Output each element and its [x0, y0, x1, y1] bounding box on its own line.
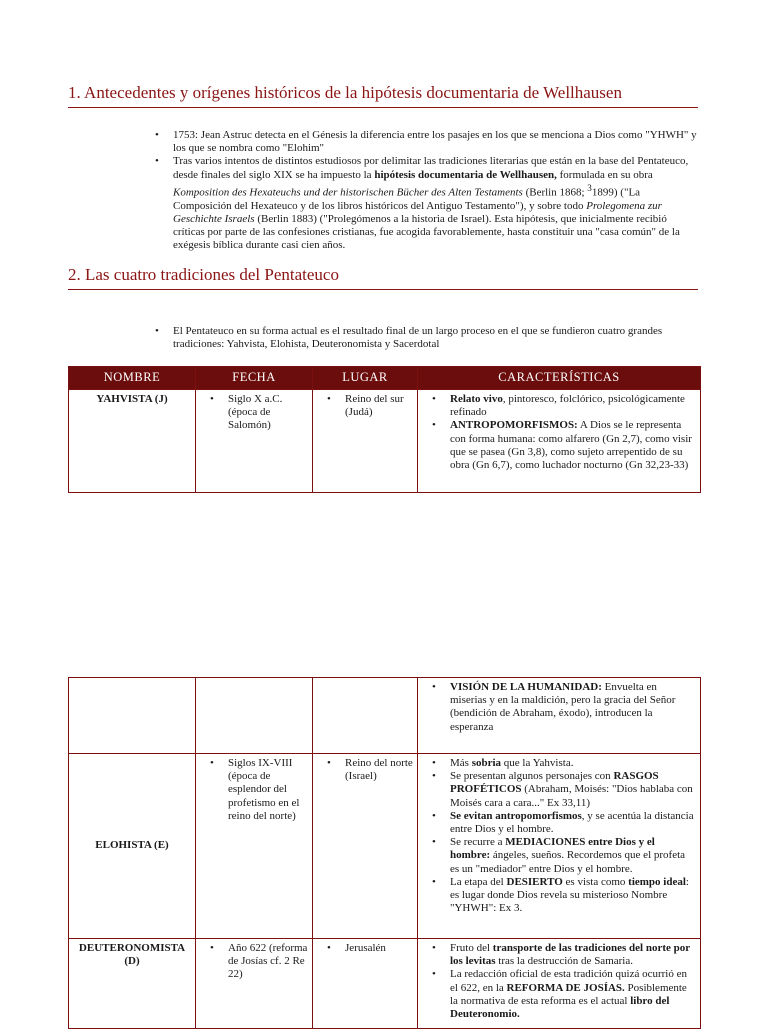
feature-text: Envuelta en miserias y en la maldición, pero la gracia del Señor (bendición de Abraham, éxodo), introducen la esperanza: [450, 681, 676, 733]
bullet-text: (Berlin 1868;: [522, 186, 588, 199]
bold-text: Relato vivo: [450, 393, 503, 405]
feature-text: La redacción oficial de esta tradición quizá ocurrió en el 622, en la: [450, 968, 687, 994]
table-row: [69, 390, 701, 493]
bullet-text: formulada en su obra: [556, 168, 653, 181]
traditions-table: [68, 366, 701, 493]
list-item: • Reino del norte (Israel): [327, 757, 413, 783]
list-item: [432, 942, 696, 968]
section-2-heading: 2. Las cuatro tradiciones del Pentateuco: [68, 265, 698, 290]
bold-text: RASGOS PROFÉTICOS: [450, 770, 659, 796]
feature-text: , y se acentúa la distancia entre Dios y el hombre.: [450, 809, 694, 836]
elohista-features-cell: [418, 754, 701, 939]
yahvista-date-cell: [196, 390, 313, 493]
bold-text: ANTROPOMORFISMOS:: [450, 419, 578, 432]
elohista-date-cell: [196, 754, 313, 939]
list-item: [432, 810, 696, 836]
deuteronomista-place-cell: [313, 939, 418, 1029]
column-header-nombre: NOMBRE: [69, 367, 196, 390]
yahvista-name-cell: YAHVISTA (J): [69, 390, 196, 493]
bullet-text: (Berlin 1883) ("Prolegómenos a la historia de Israel). Esta hipótesis, que inicialmente recibió críticas por parte de las confesiones cristianas, fue acogida favorablemente, hasta constituir una "casa común" de la exégesis bíblica durante casi cien años.: [173, 212, 680, 252]
bold-text: transporte de las tradiciones del norte por los levitas: [450, 942, 690, 968]
list-item: [432, 770, 696, 810]
bold-text: MEDIACIONES entre Dios y el hombre:: [450, 836, 655, 862]
elohista-name-cell: ELOHISTA (E): [69, 754, 196, 939]
empty-cell: [69, 678, 196, 754]
bullet-text: Tras varios intentos de distintos estudiosos por delimitar las tradiciones literarias que están en la base del Pentateuco, desde finales del siglo XIX se ha impuesto la: [173, 155, 689, 181]
book-title: Prolegomena zur Geschichte Israels: [173, 199, 662, 225]
bold-text: sobria: [471, 757, 502, 769]
column-header-fecha: FECHA: [196, 367, 313, 390]
bold-text: VISIÓN DE LA HUMANIDAD:: [450, 681, 602, 693]
deuteronomista-name-cell: DEUTERONOMISTA (D): [69, 939, 196, 1029]
table-header-row: [69, 367, 701, 390]
list-item: [155, 325, 700, 351]
list-item: • Siglo X a.C. (época de Salomón): [210, 393, 308, 433]
column-header-lugar: LUGAR: [313, 367, 418, 390]
feature-text: (Abraham, Moisés: "Dios hablaba con Moisés cara a cara..." Ex 33,11): [450, 783, 693, 809]
list-item: [155, 155, 700, 252]
list-item: [432, 836, 696, 876]
bullet-text: 1753: Jean Astruc detecta en el Génesis la diferencia entre los pasajes en los que se menciona a Dios como "YHWH" y los que se nombra como "Elohim": [173, 129, 697, 155]
feature-text: Más: [450, 757, 472, 769]
deuteronomista-date-cell: [196, 939, 313, 1029]
table-row: [69, 754, 701, 939]
feature-text: , pintoresco, folclórico, psicológicamente refinado: [450, 393, 685, 419]
table-row: [69, 939, 701, 1029]
bold-text: REFORMA DE JOSÍAS.: [506, 981, 625, 994]
feature-text: que la Yahvista.: [501, 757, 574, 769]
list-item: [432, 393, 696, 419]
empty-cell: [196, 678, 313, 754]
elohista-place-cell: [313, 754, 418, 939]
book-title: Komposition des Hexateuchs und der historischen Bücher des Alten Testaments: [173, 186, 523, 199]
pentateuco-bullet-list: [155, 325, 700, 351]
traditions-table-continued: [68, 677, 701, 1029]
list-item: [155, 129, 700, 155]
column-header-caracteristicas: CARACTERÍSTICAS: [418, 367, 701, 390]
feature-text: tras la destrucción de Samaria.: [495, 955, 633, 968]
list-item: [432, 419, 696, 472]
feature-text: : es lugar donde Dios revela su misterioso Nombre "YHWH": Ex 3.: [450, 875, 689, 915]
list-item: • Reino del sur (Judá): [327, 393, 413, 419]
list-item: [432, 876, 696, 916]
feature-text: Fruto del: [450, 942, 493, 954]
feature-text: A Dios se le representa con forma humana: como alfarero (Gn 2,7), como visir que se pasea (Gn 3,8), como sujeto arrepentido de su obra (Gn 6,7), como luchador nocturno (Gn 32,23-33): [450, 419, 692, 472]
feature-text: Se presentan algunos personajes con: [450, 770, 614, 783]
feature-text: es vista como: [562, 875, 629, 888]
deuteronomista-features-cell: [418, 939, 701, 1029]
yahvista-features-cell: [418, 390, 701, 493]
bold-text: Se evitan antropomorfismos: [450, 809, 582, 822]
list-item: • Siglos IX-VIII (época de esplendor del profetismo en el reino del norte): [210, 757, 308, 823]
list-item: [432, 968, 696, 1021]
feature-text: La etapa del: [450, 875, 507, 888]
edition-superscript: 3: [587, 182, 592, 193]
yahvista-place-cell: [313, 390, 418, 493]
intro-bullet-list: [155, 129, 700, 252]
feature-text: ángeles, sueños. Recordemos que el profeta es un "mediador" entre Dios y el hombre.: [450, 849, 686, 875]
bold-text: DESIERTO: [506, 875, 563, 888]
list-item: [432, 681, 696, 734]
list-item: • Año 622 (reforma de Josías cf. 2 Re 22): [210, 942, 308, 982]
bullet-text: 1899) ("La Composición del Hexateuco y de los libros históricos del Antiguo Testamento"), y sobre todo: [173, 186, 641, 212]
feature-text: Se recurre a: [450, 836, 506, 849]
feature-text: Posiblemente la normativa de esta reforma es el actual: [450, 981, 687, 1007]
bold-text: libro del Deuteronomio.: [450, 994, 670, 1021]
yahvista-features-cell-continued: [418, 678, 701, 754]
bullet-text: El Pentateuco en su forma actual es el resultado final de un largo proceso en el que se fundieron cuatro grandes tradiciones: Yahvista, Elohista, Deuteronomista y Sacerdotal: [173, 325, 663, 351]
section-1-heading: 1. Antecedentes y orígenes históricos de la hipótesis documentaria de Wellhausen: [68, 83, 698, 108]
bold-text: tiempo ideal: [628, 875, 686, 888]
list-item: • Jerusalén: [327, 942, 413, 955]
bold-text: hipótesis documentaria de Wellhausen,: [374, 168, 557, 181]
list-item: [432, 757, 696, 770]
empty-cell: [313, 678, 418, 754]
table-row: [69, 678, 701, 754]
